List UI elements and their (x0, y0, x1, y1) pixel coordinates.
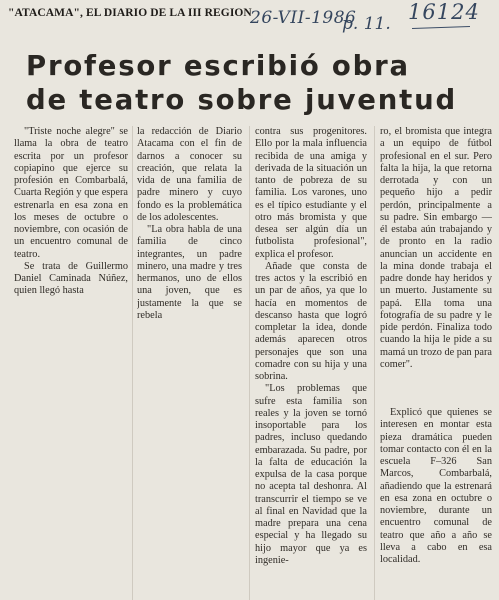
paragraph: "La obra habla de una familia de cinco integrantes, un padre minero, una madre y tres hermanos, uno de ellos una joven, que es justamente la que se rebela (137, 224, 242, 321)
headline-line-2: de teatro sobre juventud (26, 84, 457, 116)
handwritten-archive-code: 16124 (408, 0, 480, 24)
paragraph: ro, el bromista que integra a un equipo de fútbol profesional en el sur. Pero falta la hija, la que retorna derrotada y con un pequeño hijo a pedir perdón, principalmente a su padre. Sin embargo —él estaba aún trabajando y de pronto en la radio anuncian un accidente en la mina donde trabaja el padre donde hay heridos y un muerto. Justamente su papá. Ella toma una fotografía de su padre y le pide perdón. Finaliza todo cuando la hija le pide a su mamá un trozo de pan para comer". (380, 126, 492, 370)
article-column-3 (255, 126, 367, 600)
headline-line-1: Profesor escribió obra (26, 50, 410, 82)
column-divider (249, 126, 250, 600)
column-divider (374, 126, 375, 600)
handwritten-date: 26-VII-1986 (250, 8, 357, 28)
paragraph: contra sus progenitores. Ello por la mala influencia recibida de una amiga y derivada de la situación un tanto de pobreza de su familia. Los varones, uno es el típico estudiante y el otro más bromista y que desea ser algún día un futbolista profesional", explica el profesor. (255, 126, 367, 260)
paragraph: Se trata de Guillermo Daniel Caminada Núñez, quien llegó hasta (14, 260, 128, 297)
article-column-1 (14, 126, 128, 600)
newspaper-masthead: "ATACAMA", EL DIARIO DE LA III REGION (8, 7, 252, 19)
column-divider (132, 126, 133, 600)
paragraph: Añade que consta de tres actos y la escribió en un par de años, ya que lo hacía en momentos de descanso hasta que logró completar la idea, donde además aparecen otros personajes que son una comadre con su hija y una sobrina. (255, 260, 367, 382)
paragraph: la redacción de Diario Atacama con el fin de darnos a conocer su creación, que relata la vida de una familia de padre minero y cuyo fondo es la problemática de los adolescentes. (137, 126, 242, 223)
paragraph: "Los problemas que sufre esta familia son reales y la joven se tornó insoportable para los padres, incluso quedando embarazada. Su padre, por la falta de educación la expulsa de la casa porque no acepta tal deshonra. Al transcurrir el tiempo se ve al final en Navidad que la madre prepara una cena especial y ha llegado su hijo mayor que ya es ingenie- (255, 383, 367, 566)
paragraph: "Triste noche alegre" se llama la obra de teatro escrita por un profesor copiapino que ejerce su profesión en Combarbalá, Cuarta Región y que espera estrenarla en esa zona en los meses de octubre o noviembre, con ocasión de un encuentro comunal de teatro. (14, 126, 128, 260)
paragraph: Explicó que quienes se interesen en montar esta pieza dramática pueden tomar contacto con él en la escuela F–326 San Marcos, Combarbalá, añadiendo que la estrenará en esa zona en octubre o noviembre, durante un encuentro comunal de teatro que año a año se lleva a cabo en esa localidad. (380, 407, 492, 565)
handwritten-page-number: p. 11. (342, 14, 391, 34)
article-headline (26, 49, 496, 117)
article-column-4 (380, 126, 492, 600)
handwritten-underline (412, 26, 470, 29)
article-column-2 (137, 126, 242, 600)
